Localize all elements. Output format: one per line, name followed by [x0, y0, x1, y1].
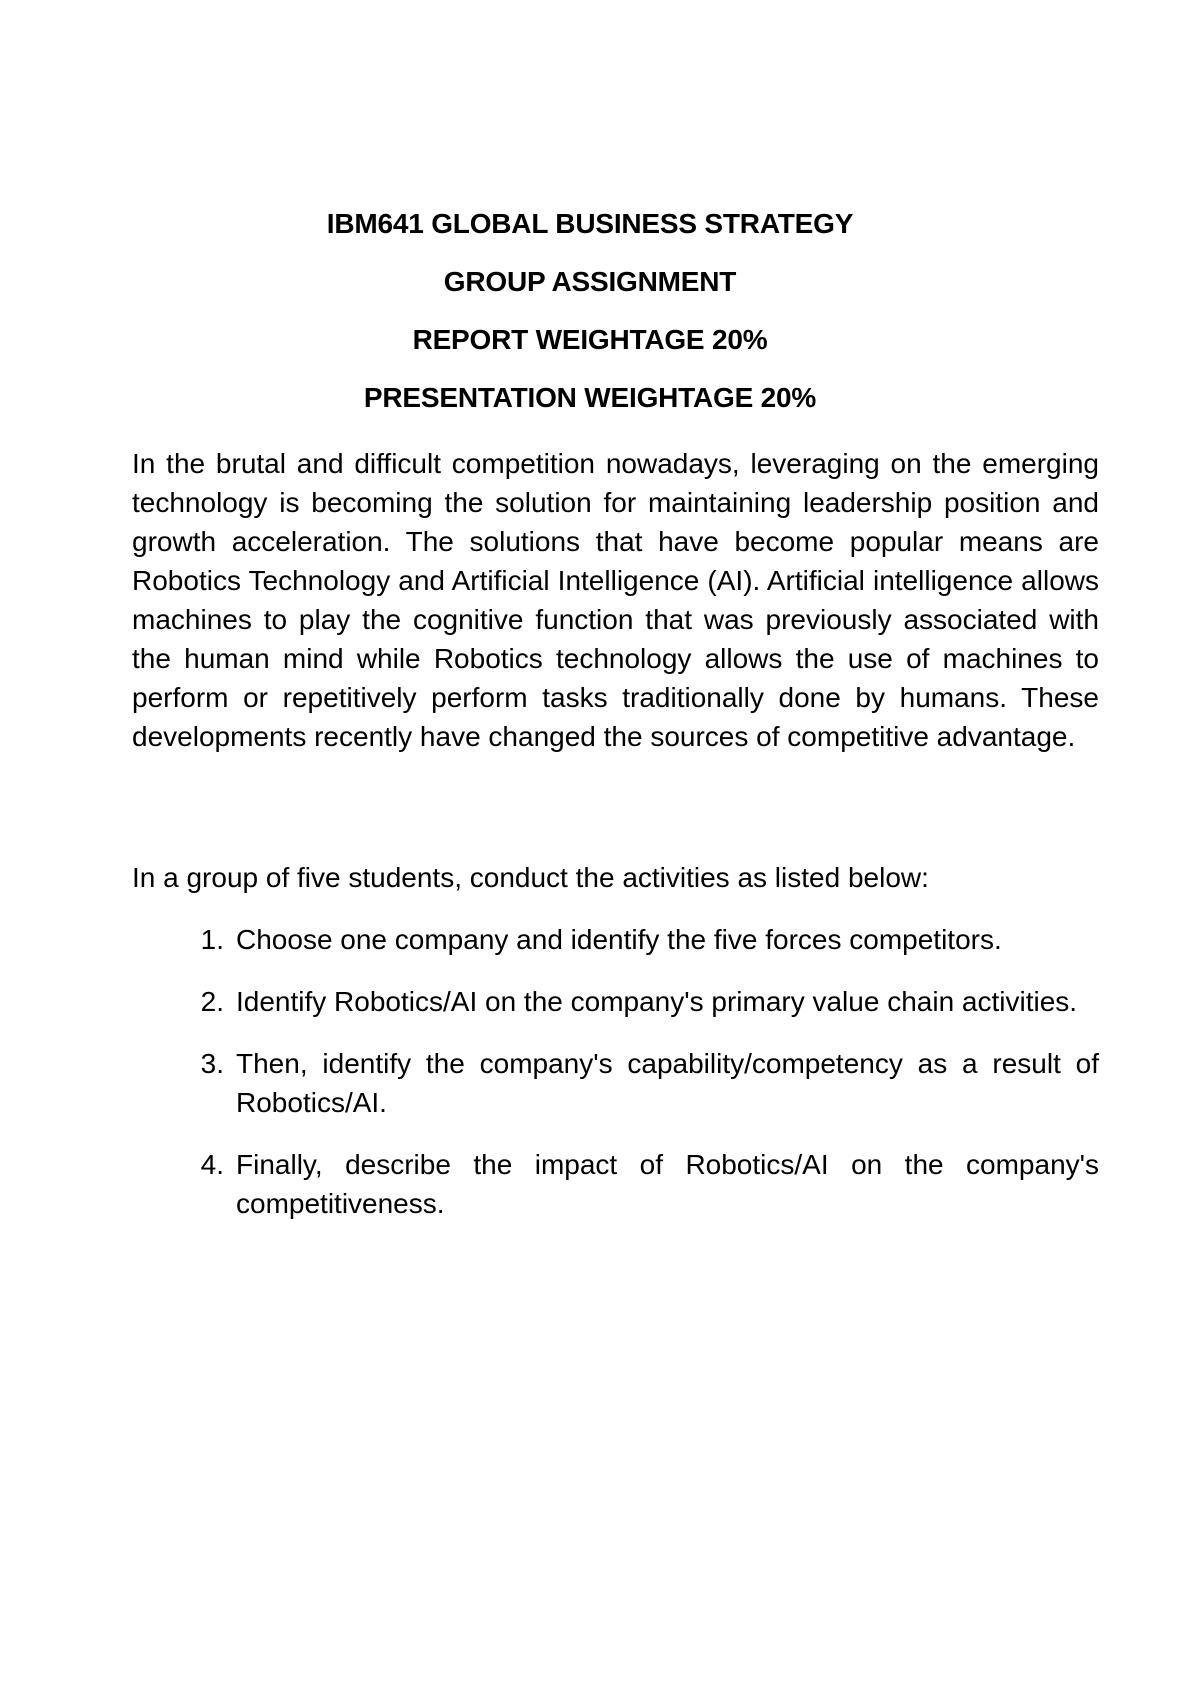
list-item: [132, 1145, 1099, 1223]
list-item-number: 1.: [200, 924, 224, 955]
assignment-type: GROUP ASSIGNMENT: [443, 266, 737, 297]
course-title: IBM641 GLOBAL BUSINESS STRATEGY: [326, 208, 854, 239]
list-item-text: Identify Robotics/AI on the company's primary value chain activities.: [236, 986, 1078, 1017]
list-item: [132, 1044, 1099, 1122]
list-item-number: 4.: [200, 1149, 224, 1180]
list-item: [132, 920, 1099, 959]
intro-paragraph: In the brutal and difficult competition nowadays, leveraging on the emerging technology is becoming the solution for maintaining leadership position and growth acceleration. The solutions that have become popular means are Robotics Technology and Artificial Intelligence (AI). Artificial intelligence allows machines to play the cognitive function that was previously associated with the human mind while Robotics technology allows the use of machines to perform or repetitively perform tasks traditionally done by humans. These developments recently have changed the sources of competitive advantage.: [132, 448, 1099, 752]
report-weightage: REPORT WEIGHTAGE 20%: [412, 324, 768, 355]
list-item-number: 3.: [200, 1048, 224, 1079]
list-item-text: Then, identify the company's capability/competency as a result of Robotics/AI.: [236, 1048, 1099, 1118]
list-item-number: 2.: [200, 986, 224, 1017]
list-item: [132, 982, 1099, 1021]
list-item-text: Choose one company and identify the five forces competitors.: [236, 924, 1002, 955]
list-item-text: Finally, describe the impact of Robotics/AI on the company's competitiveness.: [236, 1149, 1099, 1219]
task-list: [132, 920, 1099, 1246]
instructions-lead: In a group of five students, conduct the activities as listed below:: [132, 862, 929, 893]
presentation-weightage: PRESENTATION WEIGHTAGE 20%: [363, 382, 817, 413]
document-headings: [0, 208, 1180, 440]
